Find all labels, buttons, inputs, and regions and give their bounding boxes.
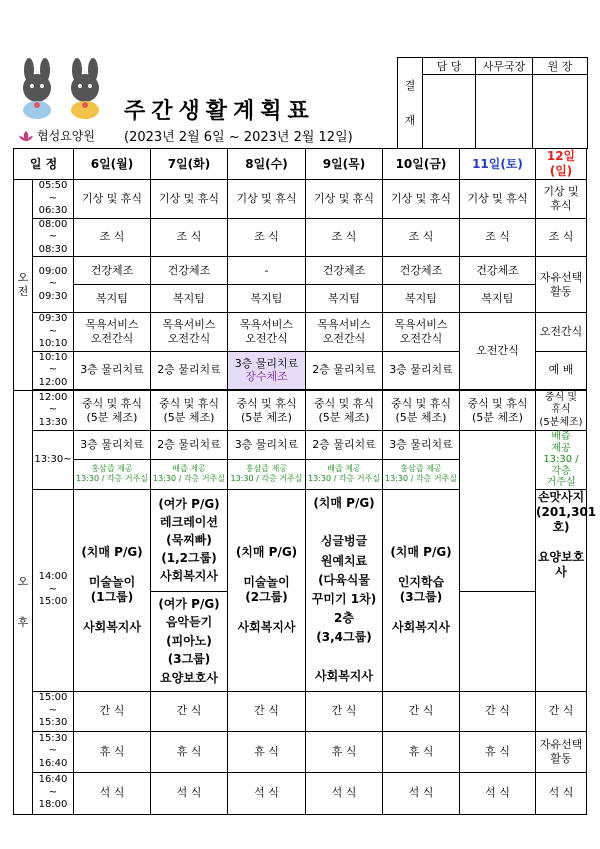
activity-cell: 조 식 [383, 218, 460, 257]
activity-cell: 간 식 [74, 691, 151, 731]
approval-col-staff: 담 당 [423, 58, 476, 75]
header-day: 6일(월) [74, 149, 151, 180]
activity-cell: 예 배 [536, 351, 587, 390]
org-name [18, 127, 95, 144]
activity-cell: 3층 물리치료 [228, 431, 306, 460]
activity-cell: 조 식 [306, 218, 383, 257]
time-cell: 16:40 ~ 18:00 [33, 772, 74, 814]
table-row [14, 731, 587, 772]
program-cell: (치매 P/G) 미술놀이 (1그룹) 사회복지사 [74, 489, 151, 691]
activity-cell: 석 식 [536, 772, 587, 814]
activity-cell: 석 식 [228, 772, 306, 814]
table-row [14, 313, 587, 352]
signature-box[interactable] [423, 75, 476, 149]
activity-cell: 기상 및 휴식 [74, 180, 151, 219]
signature-box[interactable] [476, 75, 533, 149]
program-cell: (치매 P/G) 미술놀이 (2그룹) 사회복지사 [228, 489, 306, 691]
activity-cell: 3층 물리치료 [383, 431, 460, 460]
approval-box [397, 57, 588, 149]
activity-cell: 2층 물리치료 [306, 351, 383, 390]
table-row [14, 257, 587, 285]
table-row [14, 285, 587, 313]
activity-cell: 자유선택 활동 [536, 257, 587, 313]
activity-cell: 간 식 [228, 691, 306, 731]
time-cell: 09:00 ~ 09:30 [33, 257, 74, 313]
activity-cell: 기상 및 휴식 [306, 180, 383, 219]
activity-cell: - [228, 257, 306, 285]
activity-cell: 석 식 [306, 772, 383, 814]
activity-cell: 오전간식 [460, 313, 536, 390]
org-name-text: 협성요양원 [37, 129, 95, 143]
program-cell: (여가 P/G) 레크레이션 (묵찌빠) (1,2그룹) 사회복지사 [151, 489, 228, 591]
activity-cell: 간 식 [151, 691, 228, 731]
table-row [14, 391, 587, 431]
activity-cell: 건강체조 [306, 257, 383, 285]
drink-note-cell: 홍삼즙 제공 13:30 / 각층 거주실 [228, 459, 306, 489]
activity-cell: 목욕서비스 오전간식 [74, 313, 151, 352]
table-row [14, 431, 587, 460]
activity-cell: 석 식 [383, 772, 460, 814]
time-cell: 15:00 ~ 15:30 [33, 691, 74, 731]
header-day: 7일(화) [151, 149, 228, 180]
time-cell: 05:50 ~ 06:30 [33, 180, 74, 219]
pm-label: 오 후 [14, 391, 33, 815]
staff-cell: 복지팀 [151, 285, 228, 313]
activity-cell: 조 식 [460, 218, 536, 257]
drink-note-cell: 배즙 제공 13:30 / 각층 거주실 [151, 459, 228, 489]
approval-col-manager: 사무국장 [476, 58, 533, 75]
time-cell: 09:30 ~ 10:10 [33, 313, 74, 352]
activity-cell: 조 식 [151, 218, 228, 257]
activity-cell: 3층 물리치료 [74, 431, 151, 460]
activity-cell: 조 식 [228, 218, 306, 257]
activity-cell: 3층 물리치료 [74, 351, 151, 390]
drink-note-cell: 배즙 제공 13:30 / 각층 거주실 [536, 431, 587, 490]
activity-cell: 조 식 [536, 218, 587, 257]
activity-cell: 건강체조 [151, 257, 228, 285]
activity-cell: 건강체조 [383, 257, 460, 285]
page-header [0, 0, 600, 150]
header-day-sunday: 12일(일) [536, 149, 587, 180]
program-cell: (여가 P/G) 음악듣기 (피아노) (3그룹) 요양보호사 [151, 591, 228, 691]
activity-cell: 중식 및 휴식 (5분 체조) [306, 391, 383, 431]
activity-cell: 건강체조 [460, 257, 536, 285]
program-cell: 손맛사지 (201,301호) 요양보호사 [536, 489, 587, 691]
time-cell: 14:00 ~ 15:00 [33, 489, 74, 691]
drink-note-cell: 홍삼즙 제공 13:30 / 각층 거주실 [74, 459, 151, 489]
weekly-schedule-table [13, 148, 597, 815]
activity-cell: 중식 및 휴식 (5분 체조) [383, 391, 460, 431]
activity-cell: 조 식 [74, 218, 151, 257]
drink-note-cell: 홍삼즙 제공 13:30 / 각층 거주실 [383, 459, 460, 489]
header-period: 일 정 [14, 149, 74, 180]
table-row [14, 691, 587, 731]
activity-cell: 간 식 [460, 691, 536, 731]
approval-label: 결 재 [398, 58, 423, 149]
activity-cell: 중식 및 휴식 (5분 체조) [74, 391, 151, 431]
activity-cell: 기상 및 휴식 [151, 180, 228, 219]
activity-cell: 목욕서비스 오전간식 [151, 313, 228, 352]
activity-cell: 석 식 [151, 772, 228, 814]
time-cell: 10:10 ~ 12:00 [33, 351, 74, 390]
activity-cell: 휴 식 [306, 731, 383, 772]
activity-cell: 휴 식 [460, 731, 536, 772]
time-cell: 15:30 ~ 16:40 [33, 731, 74, 772]
approval-col-director: 원 장 [533, 58, 588, 75]
activity-cell: 2층 물리치료 [306, 431, 383, 460]
signature-box[interactable] [533, 75, 588, 149]
activity-cell: 2층 물리치료 [151, 351, 228, 390]
table-row [14, 772, 587, 814]
activity-cell: 휴 식 [74, 731, 151, 772]
activity-cell: 2층 물리치료 [151, 431, 228, 460]
program-cell: (치매 P/G) 인지학습 (3그룹) 사회복지사 [383, 489, 460, 691]
header-day: 8일(수) [228, 149, 306, 180]
activity-cell: 간 식 [536, 691, 587, 731]
page-title: 주간생활계획표 [124, 99, 315, 124]
am-label: 오 전 [14, 180, 33, 391]
activity-cell: 간 식 [306, 691, 383, 731]
activity-cell: 휴 식 [228, 731, 306, 772]
activity-cell: 휴 식 [383, 731, 460, 772]
time-cell: 12:00 ~ 13:30 [33, 391, 74, 431]
activity-cell: 석 식 [74, 772, 151, 814]
activity-cell [460, 431, 536, 592]
lotus-logo-icon [18, 130, 34, 142]
staff-cell: 복지팀 [460, 285, 536, 313]
table-row [14, 180, 587, 219]
time-cell: 08:00 ~ 08:30 [33, 218, 74, 257]
staff-cell: 복지팀 [228, 285, 306, 313]
activity-cell-highlight: 3층 물리치료 장수체조 [228, 351, 306, 390]
staff-cell: 복지팀 [306, 285, 383, 313]
activity-cell: 목욕서비스 오전간식 [306, 313, 383, 352]
activity-cell: 기상 및 휴식 [228, 180, 306, 219]
drink-note-cell: 배즙 제공 13:30 / 각층 거주실 [306, 459, 383, 489]
bunny-mascot-icon [14, 58, 60, 118]
activity-cell: 건강체조 [74, 257, 151, 285]
header-day-saturday: 11일(토) [460, 149, 536, 180]
activity-cell: 기상 및 휴식 [383, 180, 460, 219]
program-cell: (치매 P/G) 싱글벙글 원예치료 (다육식물 꾸미기 1차) 2층 (3,4그룹) 사회복지사 [306, 489, 383, 691]
activity-cell: 중식 및 휴식 (5분 체조) [460, 391, 536, 431]
staff-cell: 복지팀 [74, 285, 151, 313]
activity-cell: 기상 및 휴식 [536, 180, 587, 219]
table-row [14, 218, 587, 257]
date-range: (2023년 2월 6일 ~ 2023년 2월 12일) [124, 130, 353, 145]
activity-cell: 오전간식 [536, 313, 587, 352]
activity-cell: 간 식 [383, 691, 460, 731]
activity-cell: 중식 및 휴식 (5분 체조) [228, 391, 306, 431]
bunny-mascot-icon [62, 58, 108, 118]
activity-cell: 3층 물리치료 [383, 351, 460, 390]
header-day: 9일(목) [306, 149, 383, 180]
staff-cell: 복지팀 [383, 285, 460, 313]
activity-cell: 중식 및 휴식 (5분체조) [536, 391, 587, 431]
activity-cell: 자유선택 활동 [536, 731, 587, 772]
activity-cell: 석 식 [460, 772, 536, 814]
time-cell: 13:30~ [33, 431, 74, 490]
activity-cell: 기상 및 휴식 [460, 180, 536, 219]
activity-cell: 중식 및 휴식 (5분 체조) [151, 391, 228, 431]
activity-cell: 목욕서비스 오전간식 [228, 313, 306, 352]
activity-cell: 휴 식 [151, 731, 228, 772]
header-day: 10일(금) [383, 149, 460, 180]
activity-cell: 목욕서비스 오전간식 [383, 313, 460, 352]
header-row [14, 149, 587, 180]
